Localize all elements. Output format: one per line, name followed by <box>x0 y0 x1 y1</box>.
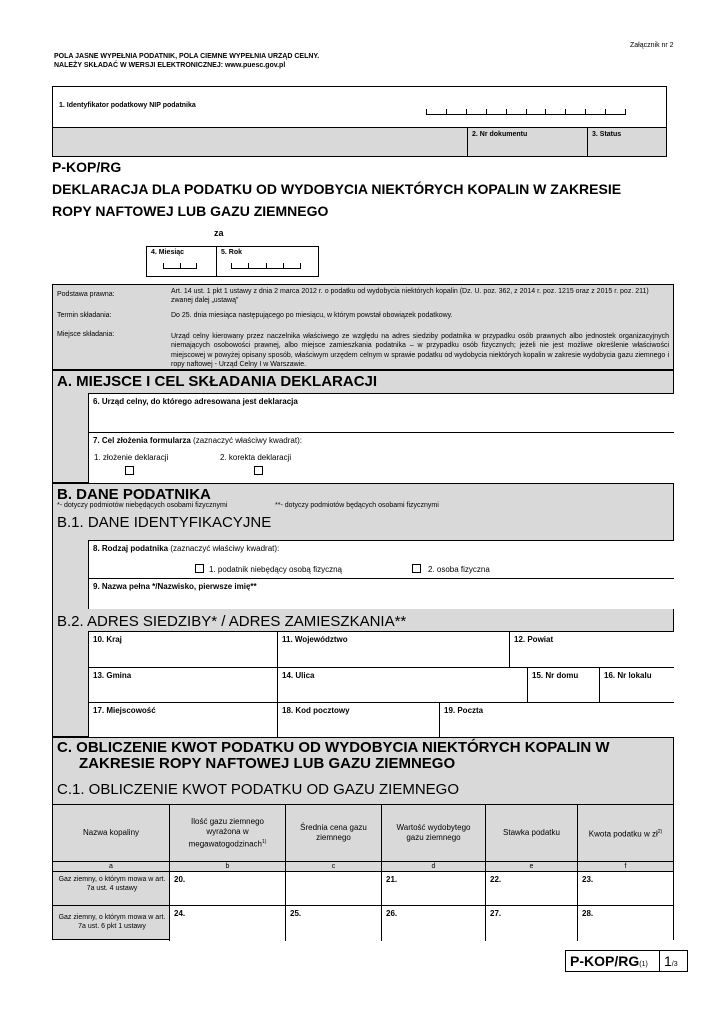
house-number-field[interactable] <box>527 667 599 702</box>
month-label: 4. Miesiąc <box>151 249 185 256</box>
taxpayer-type-option2-label: 2. osoba fizyczna <box>428 565 490 574</box>
voivodeship-label: 11. Województwo <box>282 635 348 644</box>
field-21[interactable]: 21. <box>381 871 485 906</box>
nip-underfield <box>53 127 467 156</box>
form-code: P-KOP/RG <box>52 159 122 175</box>
voivodeship-field[interactable] <box>277 631 509 667</box>
col-header-amount <box>577 805 673 861</box>
taxpayer-type-field <box>88 540 674 578</box>
purpose-option1-label: 1. złożenie deklaracji <box>94 453 169 462</box>
field-26[interactable]: 26. <box>381 905 485 941</box>
county-label: 12. Powiat <box>514 635 554 644</box>
footer-version: (1) <box>639 961 648 968</box>
field-20[interactable]: 20. <box>169 871 285 906</box>
section-c-title-line1: C. OBLICZENIE KWOT PODATKU OD WYDOBYCIA NIEKTÓRYCH KOPALIN W <box>57 739 610 756</box>
section-c-title-line2: ZAKRESIE ROPY NAFTOWEJ LUB GAZU ZIEMNEGO <box>79 755 456 772</box>
month-field[interactable] <box>147 247 217 276</box>
row2-name: Gaz ziemny, o którym mowa w art. 7a ust. 6 pkt 1 ustawy <box>58 914 166 930</box>
apartment-number-field[interactable] <box>599 667 674 702</box>
letter-d: d <box>381 862 485 871</box>
letter-b: b <box>169 862 285 871</box>
place-text: Urząd celny kierowany przez naczelnika właściwego ze względu na adres siedziby podatnika w przypadku osób prawnych albo jednostek organizacyjnych niemających osobowości prawnej, albo miejsce zamieszkania podatnika – w przypadku osób fizycznych; jeżeli nie jest możliwe określenie właściwości miejscowej w powyżej opisany sposób, właściwym urzędem celnym w sprawie podatku od wydobycia niektórych kopalin w zakresie wydobycia gazu ziemnego i ropy naftowej - Urząd Celny I w Warszawie. <box>171 333 669 368</box>
year-ticks <box>231 263 301 269</box>
field-22[interactable]: 22. <box>485 871 577 906</box>
header-notes <box>54 52 319 70</box>
footer-code: P-KOP/RG <box>570 953 640 969</box>
country-label: 10. Kraj <box>93 635 122 644</box>
letter-c: c <box>285 862 381 871</box>
taxpayer-type-option2-checkbox[interactable] <box>412 564 421 573</box>
section-b1-title: B.1. DANE IDENTYFIKACYJNE <box>57 514 272 531</box>
purpose-note: (zaznaczyć właściwy kwadrat): <box>190 436 302 445</box>
post-office-label: 19. Poczta <box>444 706 484 715</box>
purpose-option2 <box>220 453 291 462</box>
section-b-note1: *- dotyczy podmiotów niebędących osobami fizycznymi <box>57 502 228 509</box>
col-header-amount-footnote: 2) <box>657 828 663 835</box>
status-field: 3. Status <box>587 127 666 156</box>
full-name-label: 9. Nazwa pełna */Nazwisko, pierwsze imię** <box>93 582 257 591</box>
section-c <box>52 737 674 940</box>
full-name-field[interactable] <box>88 578 674 609</box>
customs-office-label: 6. Urząd celny, do którego adresowana jest deklaracja <box>93 397 298 406</box>
field-28[interactable]: 28. <box>577 905 673 941</box>
footer-form-code <box>570 953 648 969</box>
col-header-value: Wartość wydobytego gazu ziemnego <box>381 805 485 861</box>
field-24[interactable]: 24. <box>169 905 285 941</box>
footer-page <box>659 951 687 971</box>
form-title-line2: ROPY NAFTOWEJ LUB GAZU ZIEMNEGO <box>52 203 329 219</box>
col-header-quantity <box>169 805 285 861</box>
field-23[interactable]: 23. <box>577 871 673 906</box>
deadline-text: Do 25. dnia miesiąca następującego po miesiącu, w którym powstał obowiązek podatkowy. <box>171 312 453 319</box>
place-label: Miejsce składania: <box>57 331 115 338</box>
section-b-note2: **- dotyczy podmiotów będących osobami fizycznymi <box>275 502 439 509</box>
deadline-label: Termin składania: <box>57 312 112 319</box>
section-b-title: B. DANE PODATNIKA <box>57 486 211 503</box>
header-note-line2: NALEŻY SKŁADAĆ W WERSJI ELEKTRONICZNEJ: www.puesc.gov.pl <box>54 62 286 69</box>
col-header-quantity-footnote: 1) <box>261 838 267 845</box>
col-header-amount-label: Kwota podatku w zł <box>588 829 658 839</box>
country-field[interactable] <box>88 631 277 667</box>
section-b2-title: B.2. ADRES SIEDZIBY* / ADRES ZAMIESZKANIA** <box>57 613 407 630</box>
taxpayer-type-label: 8. Rodzaj podatnika <box>93 544 169 553</box>
form-title <box>52 178 621 222</box>
doc-number-field: 2. Nr dokumentu <box>467 127 587 156</box>
letters-row <box>53 861 673 871</box>
street-field[interactable] <box>277 667 527 702</box>
year-label: 5. Rok <box>221 249 243 256</box>
letter-a: a <box>109 862 113 870</box>
taxpayer-type-option1-label: 1. podatnik niebędący osobą fizyczną <box>209 565 342 574</box>
municipality-label: 13. Gmina <box>93 671 132 680</box>
taxpayer-type-option1-checkbox[interactable] <box>195 564 204 573</box>
col-header-name: Nazwa kopaliny <box>82 828 140 837</box>
col-header-quantity-label: Ilość gazu ziemnego wyrażona w megawatogodzinach <box>188 816 264 849</box>
col-header-rate: Stawka podatku <box>485 805 577 861</box>
purpose-label: 7. Cel złożenia formularza <box>93 436 191 445</box>
info-box <box>52 284 674 370</box>
basis-label: Podstawa prawna: <box>57 291 115 298</box>
form-title-line1: DEKLARACJA DLA PODATKU OD WYDOBYCIA NIEKTÓRYCH KOPALIN W ZAKRESIE <box>52 181 622 197</box>
letter-e: e <box>485 862 577 871</box>
purpose-option2-label: 2. korekta deklaracji <box>220 453 292 462</box>
municipality-field[interactable] <box>88 667 277 702</box>
apartment-number-label: 16. Nr lokalu <box>604 671 652 680</box>
purpose-field <box>88 432 674 483</box>
attachment-label: Załącznik nr 2 <box>630 42 674 49</box>
section-a <box>52 370 674 483</box>
field-27[interactable]: 27. <box>485 905 577 941</box>
month-ticks <box>163 263 197 269</box>
section-c1-title: C.1. OBLICZENIE KWOT PODATKU OD GAZU ZIEMNEGO <box>57 781 459 798</box>
footer-page-total: /3 <box>671 961 678 968</box>
footer-page-number: 1 <box>664 953 672 969</box>
id-box <box>52 86 667 157</box>
row1-name: Gaz ziemny, o którym mowa w art. 7a ust. 4 ustawy <box>58 876 166 892</box>
customs-office-field[interactable] <box>88 393 674 432</box>
city-label: 17. Miejscowość <box>93 706 156 715</box>
field-25[interactable]: 25. <box>285 905 381 941</box>
postal-code-label: 18. Kod pocztowy <box>282 706 350 715</box>
section-a-title: A. MIEJSCE I CEL SKŁADANIA DEKLARACJI <box>57 373 378 390</box>
city-field[interactable] <box>88 702 277 737</box>
letter-f: f <box>577 862 673 871</box>
period-box <box>146 246 319 277</box>
purpose-option1-checkbox[interactable] <box>125 466 134 475</box>
table-row <box>53 905 673 940</box>
col-header-avg-price: Średnia cena gazu ziemnego <box>285 805 381 861</box>
footer-box <box>565 950 688 972</box>
header-note-line1: POLA JASNE WYPEŁNIA PODATNIK, POLA CIEMNE WYPEŁNIA URZĄD CELNY. <box>54 53 320 60</box>
house-number-label: 15. Nr domu <box>532 671 579 680</box>
purpose-option2-checkbox[interactable] <box>254 466 263 475</box>
postal-code-field[interactable] <box>277 702 439 737</box>
gas-tax-table <box>53 804 673 940</box>
nip-field[interactable] <box>53 87 666 127</box>
field-avg-price-gray <box>285 871 381 906</box>
street-label: 14. Ulica <box>282 671 315 680</box>
table-row <box>53 871 673 905</box>
nip-label: 1. Identyfikator podatkowy NIP podatnika <box>59 102 196 109</box>
county-field[interactable] <box>509 631 674 667</box>
section-b <box>52 483 674 737</box>
section-c-title <box>57 740 609 772</box>
basis-text: Art. 14 ust. 1 pkt 1 ustawy z dnia 2 marca 2012 r. o podatku od wydobycia niektórych kopalin (Dz. U. poz. 362, z 2014 r. poz. 1215 oraz z 2015 r. poz. 211) zwanej dalej „ustawą” <box>171 288 649 304</box>
taxpayer-type-note: (zaznaczyć właściwy kwadrat): <box>168 544 280 553</box>
post-office-field[interactable] <box>439 702 674 737</box>
nip-ticks <box>426 109 626 115</box>
period-za: za <box>214 228 224 238</box>
year-field[interactable] <box>217 247 318 276</box>
purpose-option1 <box>94 453 168 462</box>
